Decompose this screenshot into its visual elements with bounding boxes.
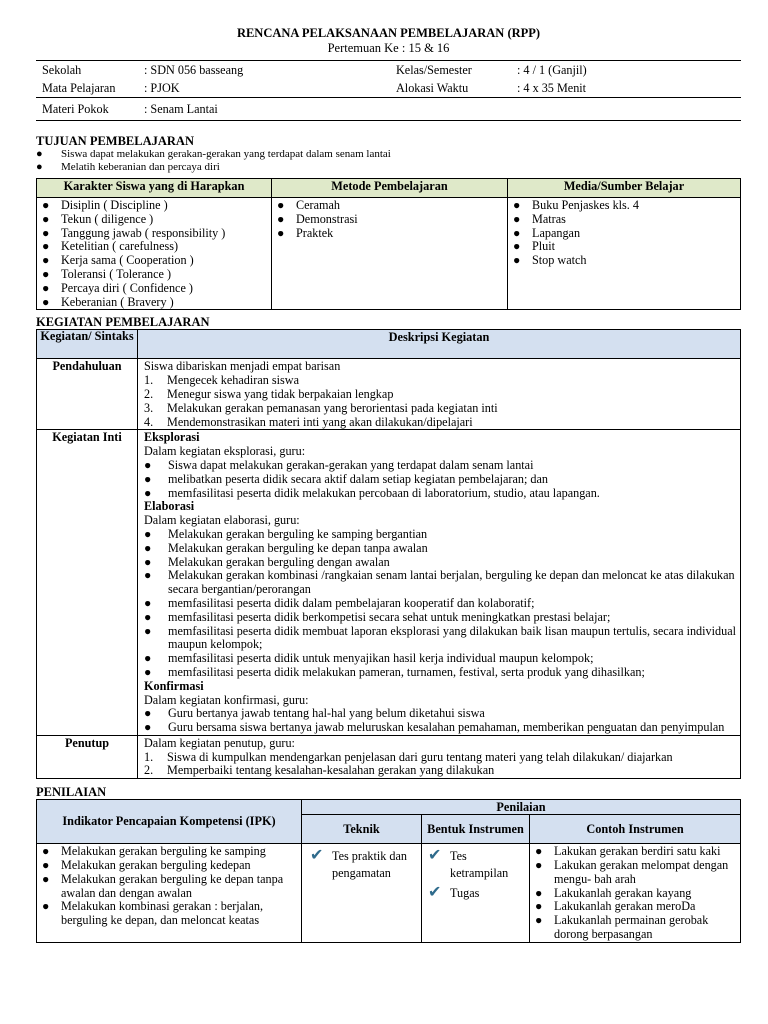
meeting-number: Pertemuan Ke : 15 & 16 (327, 41, 450, 55)
elaborasi-title: Elaborasi (144, 499, 195, 514)
identity-table (36, 60, 741, 121)
inti-label: Kegiatan Inti (37, 430, 138, 736)
bullet-icon: ● (535, 885, 543, 900)
bullet-icon: ● (144, 485, 152, 500)
list-item: ● memfasilitasi peserta didik melakukan pameran, turnamen, festival, serta produk yang dihasilkan; (144, 664, 645, 679)
list-item: ● Siswa dapat melakukan gerakan-gerakan yang terdapat dalam senam lantai (144, 457, 534, 472)
list-item: ● Lakukanlah gerakan meroDa (535, 899, 696, 914)
bullet-icon: ● (42, 280, 50, 295)
list-item: ● Melakukan gerakan kombinasi /rangkaian senam lantai berjalan, berguling ke depan dan meloncat ke atas dilakukan secara bergantian/perorangan (144, 568, 735, 597)
ipk-header: Indikator Pencapaian Kompetensi (IPK) (37, 800, 302, 844)
bullet-icon: ● (144, 471, 152, 486)
elaborasi-list (144, 528, 736, 680)
bullet-icon: ● (144, 623, 152, 638)
bullet-icon: ● (42, 225, 50, 240)
checkmark-icon: ✔ (428, 847, 442, 865)
penilaian-table (36, 799, 741, 943)
bentuk-cell (422, 844, 530, 943)
tujuan-list (36, 148, 741, 174)
kegiatan-heading: KEGIATAN PEMBELAJARAN (36, 315, 210, 330)
list-item: ● Melakukan gerakan berguling ke depan tanpa awalan dan dengan awalan (42, 871, 284, 900)
penilaian-group-header: Penilaian (302, 800, 741, 815)
karakter-table (36, 178, 741, 310)
list-item: ● Melakukan gerakan berguling dengan awalan (144, 554, 390, 569)
bullet-icon: ● (36, 148, 43, 160)
list-item: ● Guru bersama siswa bertanya jawab meluruskan kesalahan pemahaman, memberikan penguatan dan penyimpulan (144, 720, 725, 735)
karakter-list (37, 199, 271, 309)
list-item: ● Melakukan gerakan berguling ke samping (42, 844, 266, 859)
list-item: ● Melatih keberanian dan percaya diri (36, 161, 220, 173)
list-item: ● Melakukan kombinasi gerakan : berjalan, berguling ke depan, dan meloncat keatas (42, 899, 264, 928)
list-item: ● Ketelitian ( carefulness) (42, 239, 179, 254)
ipk-cell (37, 844, 302, 943)
list-item: ● memfasilitasi peserta didik membuat laporan eksplorasi yang dilakukan baik lisan maupun tertulis, secara individual maupun kelompok; (144, 623, 736, 652)
bullet-icon: ● (42, 211, 50, 226)
bullet-icon: ● (144, 568, 152, 583)
konfirmasi-title: Konfirmasi (144, 678, 204, 693)
bullet-icon: ● (42, 198, 50, 212)
metode-list (272, 199, 507, 240)
karakter-header: Karakter Siswa yang di Harapkan (37, 179, 272, 198)
bentuk-header: Bentuk Instrumen (422, 815, 530, 844)
list-item: ● Siswa dapat melakukan gerakan-gerakan yang terdapat dalam senam lantai (36, 148, 391, 160)
contoh-header: Contoh Instrumen (530, 815, 741, 844)
sekolah-label: Sekolah (42, 63, 82, 77)
bullet-icon: ● (42, 858, 50, 873)
list-item: ● Melakukan gerakan berguling ke samping bergantian (144, 526, 428, 541)
list-item: ● Percaya diri ( Confidence ) (42, 280, 193, 295)
penutup-list (144, 751, 736, 779)
materi-value: : Senam Lantai (138, 98, 741, 121)
list-item: ● Buku Penjaskes kls. 4 (513, 198, 639, 212)
media-cell (508, 198, 741, 310)
pendahuluan-list (144, 374, 736, 429)
kegiatan-table (36, 329, 741, 779)
bullet-icon: ● (277, 225, 285, 240)
materi-label: Materi Pokok (36, 98, 138, 121)
penutup-cell (138, 735, 741, 778)
ipk-list (37, 845, 299, 928)
metode-header: Metode Pembelajaran (272, 179, 508, 198)
checkmark-icon: ✔ (428, 884, 442, 902)
checkmark-icon: ✔ (310, 847, 324, 865)
contoh-list (530, 845, 738, 942)
list-item: ● Lakukan gerakan melompat dengan mengu- bah arah (535, 858, 729, 886)
penutup-label: Penutup (37, 735, 138, 778)
bullet-icon: ● (144, 526, 152, 541)
bullet-icon: ● (42, 844, 50, 859)
kegiatan-col-header: Kegiatan/ Sintaks (37, 330, 138, 359)
alokasi-label: Alokasi Waktu (396, 81, 469, 95)
sekolah-value: : SDN 056 basseang (144, 63, 244, 77)
eksplorasi-title: Eksplorasi (144, 430, 200, 445)
list-item: ● Keberanian ( Bravery ) (42, 294, 174, 309)
media-header: Media/Sumber Belajar (508, 179, 741, 198)
list-item: 2. Memperbaiki tentang kesalahan-kesalahan gerakan yang dilakukan (144, 763, 495, 778)
list-item: ● memfasilitasi peserta didik dalam pembelajaran kooperatif dan kolaboratif; (144, 595, 535, 610)
contoh-cell (530, 844, 741, 943)
bullet-icon: ● (535, 899, 543, 914)
list-item: ● Stop watch (513, 253, 587, 268)
bullet-icon: ● (42, 899, 50, 914)
pendahuluan-label: Pendahuluan (37, 359, 138, 430)
bullet-icon: ● (535, 858, 543, 873)
bullet-icon: ● (144, 595, 152, 610)
list-item: ● Lapangan (513, 225, 581, 240)
list-item: ● memfasilitasi peserta didik untuk menyajikan hasil kerja individual maupun kelompok; (144, 651, 594, 666)
list-item: ● memfasilitasi peserta didik berkompetisi secara sehat untuk meningkatkan prestasi belajar; (144, 609, 611, 624)
kelas-label: Kelas/Semester (396, 63, 472, 77)
list-item: ● Disiplin ( Discipline ) (42, 198, 168, 212)
bullet-icon: ● (42, 239, 50, 254)
list-item: ✔ Tes ketrampilan (428, 847, 509, 881)
bullet-icon: ● (513, 239, 521, 254)
mapel-value: : PJOK (144, 81, 180, 95)
list-item: ● Guru bertanya jawab tentang hal-hal yang belum diketahui siswa (144, 706, 485, 721)
bullet-icon: ● (42, 253, 50, 268)
bullet-icon: ● (513, 211, 521, 226)
eksplorasi-list (144, 459, 736, 500)
bullet-icon: ● (277, 198, 285, 212)
bullet-icon: ● (144, 609, 152, 624)
penilaian-heading: PENILAIAN (36, 785, 107, 800)
list-item: ● Melakukan gerakan berguling ke depan tanpa awalan (144, 540, 428, 555)
list-item: ✔ Tes praktik dan pengamatan (310, 847, 407, 881)
teknik-cell (302, 844, 422, 943)
bullet-icon: ● (513, 225, 521, 240)
list-item: ● Lakukan gerakan berdiri satu kaki (535, 844, 721, 859)
penutup-intro: Dalam kegiatan penutup, guru: (144, 735, 295, 750)
bullet-icon: ● (144, 651, 152, 666)
bullet-icon: ● (535, 844, 543, 859)
bullet-icon: ● (42, 871, 50, 886)
kelas-value: : 4 / 1 (Ganjil) (517, 63, 587, 77)
metode-cell (272, 198, 508, 310)
bullet-icon: ● (36, 161, 43, 173)
bullet-icon: ● (277, 211, 285, 226)
tujuan-heading: TUJUAN PEMBELAJARAN (36, 134, 194, 148)
list-item: ● Matras (513, 211, 566, 226)
bullet-icon: ● (513, 198, 521, 212)
list-item: ● Pluit (513, 239, 556, 254)
list-item: ● Praktek (277, 225, 334, 240)
list-item: ● Kerja sama ( Cooperation ) (42, 253, 194, 268)
pendahuluan-intro: Siswa dibariskan menjadi empat barisan (144, 359, 341, 374)
list-item: ● Lakukanlah permainan gerobak dorong berpasangan (535, 913, 709, 942)
list-item: 1. Siswa di kumpulkan mendengarkan penjelasan dari guru tentang materi yang telah dilakukan/ diajarkan (144, 749, 673, 764)
list-item: 4. Mendemonstrasikan materi inti yang akan dilakukan/dipelajari (144, 414, 473, 429)
list-item: 1. Mengecek kehadiran siswa (144, 373, 299, 388)
list-item: ● Toleransi ( Tolerance ) (42, 266, 172, 281)
bullet-icon: ● (42, 266, 50, 281)
list-item: ✔ Tugas (428, 884, 480, 902)
list-item: ● melibatkan peserta didik secara aktif dalam setiap kegiatan pembelajaran; dan (144, 471, 549, 486)
eksplorasi-intro: Dalam kegiatan eksplorasi, guru: (144, 444, 306, 459)
list-item: ● Melakukan gerakan berguling kedepan (42, 858, 251, 873)
document-title: RENCANA PELAKSANAAN PEMBELAJARAN (RPP) (236, 26, 541, 40)
pendahuluan-cell (138, 359, 741, 430)
teknik-header: Teknik (302, 815, 422, 844)
bullet-icon: ● (42, 294, 50, 309)
bullet-icon: ● (535, 913, 543, 928)
bullet-icon: ● (144, 554, 152, 569)
bullet-icon: ● (144, 720, 152, 735)
alokasi-value: : 4 x 35 Menit (517, 81, 587, 95)
deskripsi-col-header: Deskripsi Kegiatan (138, 330, 741, 359)
media-list (508, 199, 740, 268)
bullet-icon: ● (144, 664, 152, 679)
mapel-label: Mata Pelajaran (42, 81, 116, 95)
konfirmasi-intro: Dalam kegiatan konfirmasi, guru: (144, 692, 309, 707)
list-item: ● memfasilitasi peserta didik melakukan percobaan di laboratorium, studio, atau lapangan. (144, 485, 600, 500)
elaborasi-intro: Dalam kegiatan elaborasi, guru: (144, 513, 300, 528)
bullet-icon: ● (513, 253, 521, 268)
list-item: ● Tekun ( diligence ) (42, 211, 154, 226)
rpp-document (36, 26, 741, 943)
list-item: 2. Menegur siswa yang tidak berpakaian lengkap (144, 386, 394, 401)
inti-cell (138, 430, 741, 736)
konfirmasi-list (144, 707, 736, 735)
list-item: ● Tanggung jawab ( responsibility ) (42, 225, 226, 240)
list-item: ● Lakukanlah gerakan kayang (535, 885, 692, 900)
bullet-icon: ● (144, 457, 152, 472)
bullet-icon: ● (144, 540, 152, 555)
bullet-icon: ● (144, 706, 152, 721)
list-item: ● Ceramah (277, 198, 340, 212)
karakter-cell (37, 198, 272, 310)
list-item: 3. Melakukan gerakan pemanasan yang berorientasi pada kegiatan inti (144, 400, 498, 415)
list-item: ● Demonstrasi (277, 211, 358, 226)
